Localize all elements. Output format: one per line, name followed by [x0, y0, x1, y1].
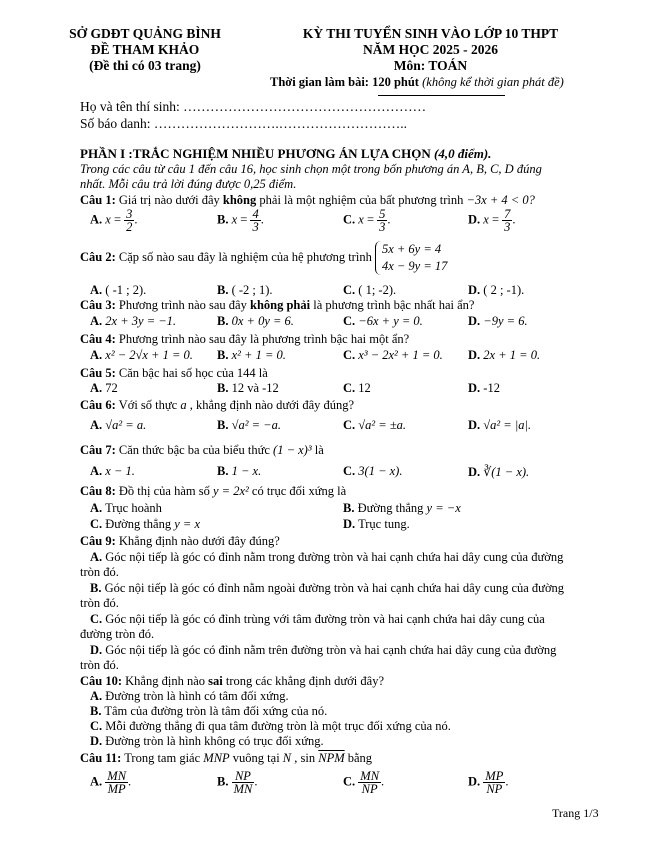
q8-option-a[interactable]: A. Trục hoành — [90, 501, 162, 515]
question-6: Câu 6: Với số thực a , khẳng định nào dưới đây đúng? — [80, 398, 355, 412]
question-4: Câu 4: Phương trình nào sau đây là phương trình bậc hai một ẩn? — [80, 332, 410, 346]
question-3: Câu 3: Phương trình nào sau đây không phải là phương trình bậc nhất hai ẩn? — [80, 298, 475, 312]
q3-option-b[interactable]: B. 0x + 0y = 6. — [217, 314, 294, 328]
section-instruction-2: nhất. Mỗi câu trả lời đúng được 0,25 điểm. — [80, 177, 297, 191]
q7-option-b[interactable]: B. 1 − x. — [217, 464, 262, 478]
q3-option-d[interactable]: D. −9y = 6. — [468, 314, 528, 328]
q11-option-a[interactable]: A. $\frac{MN}{MP}$ . — [90, 769, 132, 796]
document-type: ĐỀ THAM KHẢO — [90, 42, 200, 57]
school-year: NĂM HỌC 2025 - 2026 — [363, 42, 498, 57]
q11-option-d[interactable]: D. $\frac{MP}{NP}$ . — [468, 769, 509, 796]
header-divider — [378, 95, 505, 96]
q4-option-c[interactable]: C. x³ − 2x² + 1 = 0. — [343, 348, 443, 362]
q5-option-c[interactable]: C. 12 — [343, 381, 371, 395]
q2-option-c[interactable]: C. ( 1; -2). — [343, 283, 397, 297]
q8-option-d[interactable]: D. Trục tung. — [343, 517, 410, 531]
q2-option-d[interactable]: D. ( 2 ; -1). — [468, 283, 525, 297]
q4-option-a[interactable]: A. x² − 2√x + 1 = 0. — [90, 348, 193, 362]
q2-option-a[interactable]: A. ( -1 ; 2). — [90, 283, 147, 297]
q9-option-b-cont: tròn đó. — [80, 596, 119, 610]
q9-option-d[interactable]: D. Góc nội tiếp là góc có đỉnh nằm trên đường tròn và hai cạnh chứa hai dây cung của đường — [90, 643, 557, 657]
q9-option-b[interactable]: B. Góc nội tiếp là góc có đỉnh nằm ngoài đường tròn và hai cạnh chứa hai dây cung của đường — [90, 581, 565, 595]
q1-option-c[interactable]: C. x = $\frac{5}{3}$ . — [343, 207, 391, 234]
q6-option-c[interactable]: C. √a² = ±a. — [343, 418, 407, 432]
q9-option-a[interactable]: A. Góc nội tiếp là góc có đỉnh nằm trong đường tròn và hai cạnh chứa hai dây cung của đường — [90, 550, 564, 564]
question-11: Câu 11: Trong tam giác MNP vuông tại N , $\sin \overline{NPM}$ bằng — [80, 751, 373, 765]
department-name: SỞ GDĐT QUẢNG BÌNH — [69, 26, 221, 41]
q7-option-d[interactable]: D. ∛(1 − x). — [468, 465, 530, 479]
q1-option-a[interactable]: A. x = $\frac{3}{2}$ . — [90, 207, 138, 234]
subject: Môn: TOÁN — [393, 58, 468, 73]
q6-option-a[interactable]: A. √a² = a. — [90, 418, 147, 432]
q6-option-b[interactable]: B. √a² = −a. — [217, 418, 281, 432]
question-8: Câu 8: Đồ thị của hàm số y = 2x² có trục đối xứng là — [80, 484, 347, 498]
question-2: Câu 2: Cặp số nào sau đây là nghiệm của hệ phương trình 5x + 6y = 4 4x − 9y = 17 — [80, 242, 448, 273]
question-9: Câu 9: Khẳng định nào dưới đây đúng? — [80, 534, 280, 548]
page-number: Trang 1/3 — [552, 806, 599, 820]
q3-option-c[interactable]: C. −6x + y = 0. — [343, 314, 423, 328]
q1-option-d[interactable]: D. x = $\frac{7}{3}$ . — [468, 207, 516, 234]
candidate-name-field: Họ và tên thí sinh: ……………………………………………… — [80, 99, 427, 114]
q10-option-b[interactable]: B. Tâm của đường tròn là tâm đối xứng của nó. — [90, 704, 328, 718]
exam-title: KỲ THI TUYỂN SINH VÀO LỚP 10 THPT — [302, 26, 559, 41]
q3-option-a[interactable]: A. 2x + 3y = −1. — [90, 314, 177, 328]
q5-option-a[interactable]: A. 72 — [90, 381, 118, 395]
candidate-id-field: Số báo danh: ……………………….……………………….. — [80, 116, 407, 131]
q9-option-c-cont: đường tròn đó. — [80, 627, 155, 641]
q9-option-a-cont: tròn đó. — [80, 565, 119, 579]
q5-option-d[interactable]: D. -12 — [468, 381, 500, 395]
q4-option-b[interactable]: B. x² + 1 = 0. — [217, 348, 286, 362]
pages-note: (Đề thi có 03 trang) — [89, 58, 201, 73]
q7-option-c[interactable]: C. 3(1 − x). — [343, 464, 403, 478]
q10-option-a[interactable]: A. Đường tròn là hình có tâm đối xứng. — [90, 689, 289, 703]
q11-option-b[interactable]: B. $\frac{NP}{MN}$ . — [217, 769, 258, 796]
equation-system: 5x + 6y = 4 4x − 9y = 17 — [375, 241, 447, 275]
q9-option-c[interactable]: C. Góc nội tiếp là góc có đỉnh trùng với tâm đường tròn và hai cạnh chứa hai dây cung của — [90, 612, 545, 626]
q8-option-b[interactable]: B. Đường thẳng y = −x — [343, 501, 461, 515]
q8-option-c[interactable]: C. Đường thẳng y = x — [90, 517, 200, 531]
q10-option-d[interactable]: D. Đường tròn là hình không có trục đối xứng. — [90, 734, 324, 748]
q7-option-a[interactable]: A. x − 1. — [90, 464, 135, 478]
q2-option-b[interactable]: B. ( -2 ; 1). — [217, 283, 273, 297]
q10-option-c[interactable]: C. Mỗi đường thẳng đi qua tâm đường tròn là một trục đối xứng của nó. — [90, 719, 451, 733]
q4-option-d[interactable]: D. 2x + 1 = 0. — [468, 348, 541, 362]
q1-option-b[interactable]: B. x = $\frac{4}{3}$ . — [217, 207, 264, 234]
q5-option-b[interactable]: B. 12 và -12 — [217, 381, 279, 395]
section-title: PHẦN I :TRẮC NGHIỆM NHIỀU PHƯƠNG ÁN LỰA CHỌN (4,0 điểm). — [80, 146, 492, 161]
section-instruction-1: Trong các câu từ câu 1 đến câu 16, học sinh chọn một trong bốn phương án A, B, C, D đúng — [80, 162, 542, 176]
time-allowed: Thời gian làm bài: 120 phút (không kể thời gian phát đề) — [270, 75, 564, 89]
question-1: Câu 1: Giá trị nào dưới đây không phải là một nghiệm của bất phương trình −3x + 4 < 0? — [80, 193, 535, 207]
q11-option-c[interactable]: C. $\frac{MN}{NP}$ . — [343, 769, 385, 796]
question-7: Câu 7: Căn thức bậc ba của biểu thức (1 − x)³ là — [80, 443, 324, 457]
q6-option-d[interactable]: D. √a² = |a|. — [468, 418, 532, 432]
question-5: Câu 5: Căn bậc hai số học của 144 là — [80, 366, 268, 380]
q9-option-d-cont: tròn đó. — [80, 658, 119, 672]
question-10: Câu 10: Khẳng định nào sai trong các khẳng định dưới đây? — [80, 674, 384, 688]
